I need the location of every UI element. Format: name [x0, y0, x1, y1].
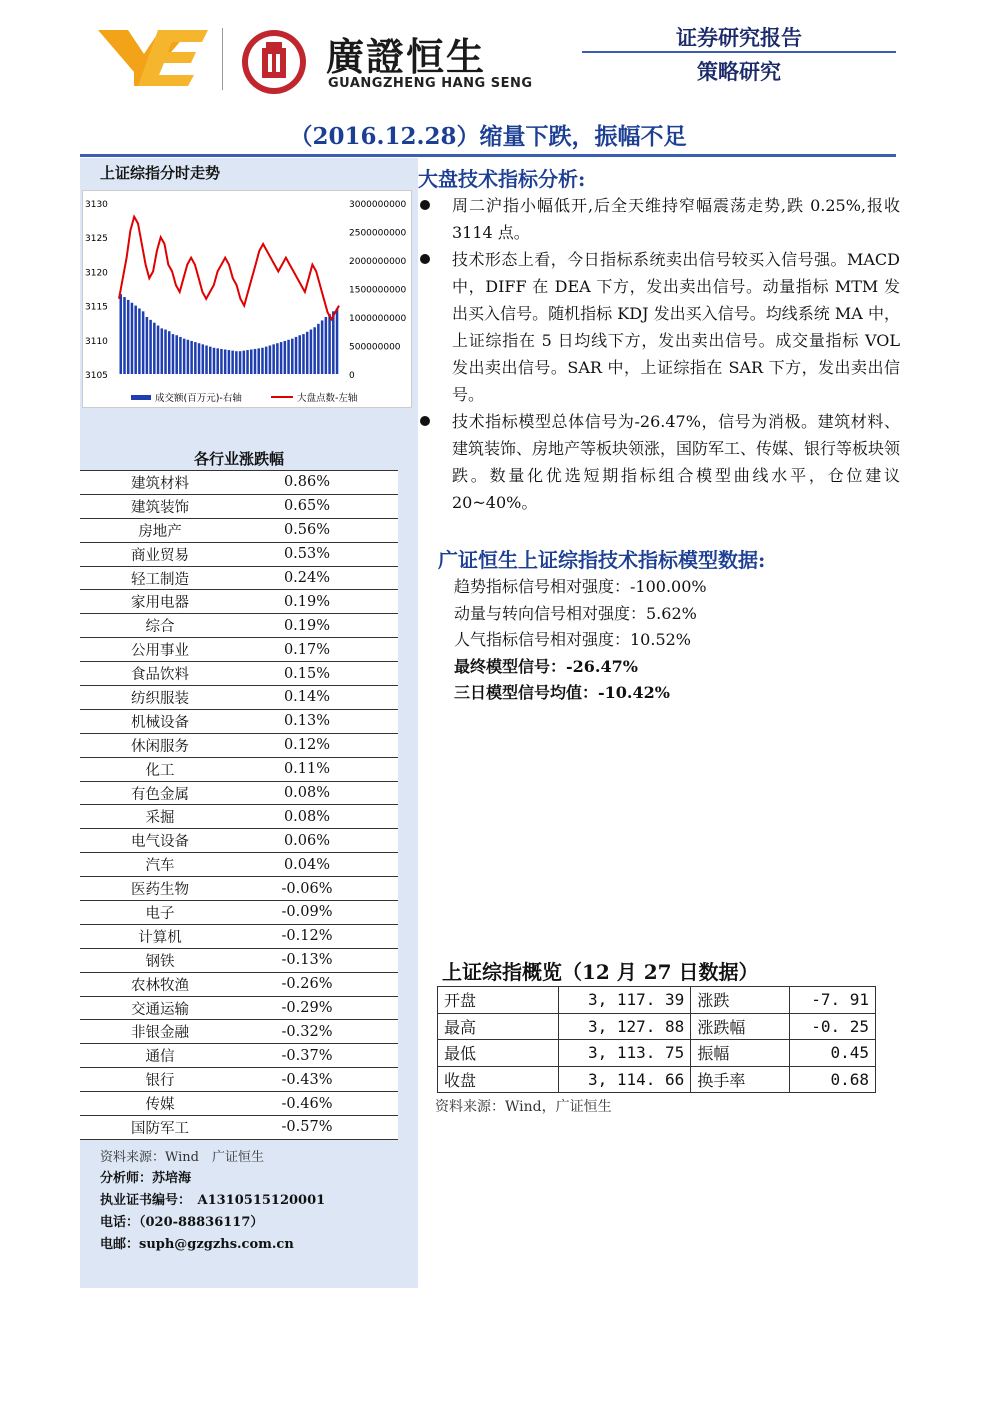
volume-bar: [243, 351, 246, 374]
y-left-tick-label: 3105: [85, 371, 108, 381]
y-right-tick-label: 0: [349, 371, 355, 381]
industry-name: 轻工制造: [80, 566, 240, 590]
industry-change: -0.29%: [240, 996, 398, 1020]
volume-bar: [190, 341, 193, 374]
volume-bar: [313, 327, 316, 374]
overview-row: [438, 1013, 876, 1040]
industry-row: [80, 877, 398, 901]
bullet-icon: [420, 200, 430, 210]
industry-name: 电子: [80, 901, 240, 925]
overview-label: 最高: [438, 1013, 559, 1040]
industry-name: 商业贸易: [80, 542, 240, 566]
overview-value: 0.68: [790, 1066, 876, 1093]
volume-bar: [280, 342, 283, 374]
overview-value: 3, 114. 66: [559, 1066, 691, 1093]
analyst-info: [100, 1168, 325, 1256]
volume-bar: [228, 350, 231, 374]
title-rule: [80, 154, 896, 157]
analyst-license: 执业证书编号： A1310515120001: [100, 1193, 326, 1208]
volume-bar: [254, 349, 257, 374]
industry-row: [80, 924, 398, 948]
industry-change: 0.53%: [240, 542, 398, 566]
model-data: [454, 574, 707, 707]
report-type-rule: [582, 51, 896, 53]
industry-change: -0.12%: [240, 924, 398, 948]
industry-change: 0.15%: [240, 662, 398, 686]
volume-bar: [284, 341, 287, 374]
volume-bar: [183, 339, 186, 374]
volume-bar: [134, 306, 137, 374]
volume-bar: [220, 349, 223, 374]
industry-name: 房地产: [80, 518, 240, 542]
industry-row: [80, 518, 398, 542]
volume-bar: [157, 326, 160, 374]
industry-name: 化工: [80, 757, 240, 781]
volume-bar: [276, 343, 279, 374]
volume-bar: [146, 317, 149, 374]
volume-bar: [205, 346, 208, 375]
volume-bar: [202, 344, 205, 374]
volume-bar: [272, 344, 275, 374]
volume-bar: [187, 340, 190, 374]
industry-change: 0.14%: [240, 686, 398, 710]
volume-bar: [310, 330, 313, 374]
industry-name: 钢铁: [80, 948, 240, 972]
volume-bar: [179, 337, 182, 374]
industry-change: 0.65%: [240, 494, 398, 518]
industry-name: 通信: [80, 1044, 240, 1068]
bullet-icon: [420, 416, 430, 426]
y-left-tick-label: 3115: [85, 302, 108, 313]
industry-name: 公用事业: [80, 638, 240, 662]
industry-name: 银行: [80, 1068, 240, 1092]
intraday-chart: [82, 190, 412, 408]
analyst-phone: 电话：（020-88836117）: [100, 1215, 264, 1230]
y-left-tick-label: 3125: [85, 234, 108, 245]
volume-bar: [298, 335, 301, 374]
logo-divider: [222, 28, 223, 90]
industry-row: [80, 709, 398, 733]
industry-change: -0.26%: [240, 972, 398, 996]
industry-table: [80, 470, 398, 1140]
industry-row: [80, 853, 398, 877]
industry-row: [80, 614, 398, 638]
overview-heading: 上证综指概览（12 月 27 日数据）: [442, 960, 759, 984]
industry-name: 非银金融: [80, 1020, 240, 1044]
industry-name: 休闲服务: [80, 733, 240, 757]
company-logo-icon: [98, 26, 208, 90]
y-right-tick-label: 2000000000: [349, 257, 407, 267]
volume-bar: [250, 349, 253, 374]
analysis-bullet: 技术形态上看，今日指标系统卖出信号较买入信号强。MACD 中，DIFF 在 DEA 下方，发出卖出信号。动量指标 MTM 发出买入信号。随机指标 KDJ 发出买入信号。均线系统 MA 中，上证综指在 5 日均线下方，发出卖出信号。成交量指标 VOL 发出卖出信号。SAR 中，上证综指在 SAR 下方，发出卖出信号。: [418, 246, 900, 408]
overview-source: 资料来源：Wind，广证恒生: [435, 1099, 612, 1115]
industry-change: 0.12%: [240, 733, 398, 757]
industry-name: 食品饮料: [80, 662, 240, 686]
analysis-bullets: [418, 192, 900, 516]
industry-change: 0.24%: [240, 566, 398, 590]
industry-table-title: 各行业涨跌幅: [193, 450, 284, 468]
industry-name: 有色金属: [80, 781, 240, 805]
volume-bar: [317, 324, 320, 374]
volume-bar: [172, 334, 175, 374]
overview-table: [437, 986, 876, 1093]
overview-row: [438, 1040, 876, 1067]
y-left-tick-label: 3110: [85, 336, 108, 347]
industry-name: 计算机: [80, 924, 240, 948]
volume-bar: [120, 294, 123, 374]
volume-bar: [306, 332, 309, 374]
industry-name: 纺织服装: [80, 686, 240, 710]
industry-change: -0.06%: [240, 877, 398, 901]
industry-row: [80, 662, 398, 686]
overview-label: 振幅: [691, 1040, 790, 1067]
industry-name: 汽车: [80, 853, 240, 877]
y-right-tick-label: 500000000: [349, 342, 401, 353]
industry-row: [80, 1116, 398, 1140]
report-type: 证券研究报告: [676, 26, 802, 50]
analyst-name: 分析师：苏培海: [100, 1171, 192, 1186]
seal-logo-icon: [240, 28, 308, 96]
overview-value: 3, 113. 75: [559, 1040, 691, 1067]
industry-name: 医药生物: [80, 877, 240, 901]
volume-bar: [332, 311, 335, 374]
overview-row: [438, 987, 876, 1014]
industry-name: 交通运输: [80, 996, 240, 1020]
overview-label: 收盘: [438, 1066, 559, 1093]
industry-name: 传媒: [80, 1092, 240, 1116]
industry-name: 建筑材料: [80, 471, 240, 495]
analysis-heading: 大盘技术指标分析:: [418, 167, 586, 191]
volume-bar: [198, 343, 201, 374]
industry-row: [80, 757, 398, 781]
industry-row: [80, 542, 398, 566]
overview-label: 最低: [438, 1040, 559, 1067]
industry-name: 国防军工: [80, 1116, 240, 1140]
industry-change: -0.57%: [240, 1116, 398, 1140]
analysis-bullet: 技术指标模型总体信号为-26.47%，信号为消极。建筑材料、建筑装饰、房地产等板块领涨，国防军工、传媒、银行等板块领跌。数量化优选短期指标组合模型曲线水平，仓位建议 20~40%。: [418, 408, 900, 516]
legend-volume-swatch: [131, 395, 151, 400]
overview-label: 换手率: [691, 1066, 790, 1093]
industry-change: -0.13%: [240, 948, 398, 972]
overview-value: -0. 25: [790, 1013, 876, 1040]
volume-bar: [257, 348, 260, 374]
industry-row: [80, 566, 398, 590]
analyst-email[interactable]: 电邮：suph@gzgzhs.com.cn: [100, 1237, 294, 1252]
industry-change: 0.04%: [240, 853, 398, 877]
volume-bar: [291, 339, 294, 374]
volume-bar: [246, 350, 249, 374]
industry-change: -0.43%: [240, 1068, 398, 1092]
chart-title: 上证综指分时走势: [100, 164, 221, 182]
volume-bar: [127, 300, 130, 374]
volume-bar: [123, 297, 126, 374]
industry-change: 0.06%: [240, 829, 398, 853]
volume-bar: [302, 334, 305, 374]
industry-change: -0.37%: [240, 1044, 398, 1068]
volume-bar: [287, 340, 290, 374]
report-title: （2016.12.28）缩量下跌，振幅不足: [289, 123, 687, 150]
model-trend-strength: 趋势指标信号相对强度：-100.00%: [454, 577, 707, 596]
volume-bar: [153, 323, 156, 374]
industry-name: 综合: [80, 614, 240, 638]
industry-row: [80, 1044, 398, 1068]
industry-row: [80, 901, 398, 925]
industry-row: [80, 948, 398, 972]
volume-bar: [138, 308, 141, 374]
industry-row: [80, 972, 398, 996]
industry-name: 建筑装饰: [80, 494, 240, 518]
industry-change: 0.13%: [240, 709, 398, 733]
volume-bar: [261, 348, 264, 374]
legend-volume-label: 成交额(百万元)-右轴: [155, 393, 242, 404]
industry-name: 机械设备: [80, 709, 240, 733]
volume-bar: [209, 347, 212, 374]
overview-value: 3, 127. 88: [559, 1013, 691, 1040]
volume-bar: [328, 314, 331, 374]
volume-bar: [269, 346, 272, 375]
analysis-bullet: 周二沪指小幅低开,后全天维持窄幅震荡走势,跌 0.25%,报收 3114 点。: [418, 192, 900, 246]
y-right-tick-label: 1500000000: [349, 285, 407, 296]
model-three-day-avg: 三日模型信号均值：-10.42%: [454, 683, 670, 702]
volume-bar: [131, 303, 134, 374]
industry-row: [80, 1068, 398, 1092]
industry-row: [80, 494, 398, 518]
overview-value: 3, 117. 39: [559, 987, 691, 1014]
industry-change: 0.08%: [240, 805, 398, 829]
industry-change: 0.86%: [240, 471, 398, 495]
y-left-tick-label: 3130: [85, 200, 108, 210]
industry-row: [80, 996, 398, 1020]
model-final-signal: 最终模型信号：-26.47%: [454, 656, 638, 676]
model-momentum-strength: 动量与转向信号相对强度：5.62%: [454, 603, 697, 623]
volume-bar: [168, 331, 171, 374]
industry-row: [80, 686, 398, 710]
industry-name: 家用电器: [80, 590, 240, 614]
bullet-icon: [420, 254, 430, 264]
volume-bar: [194, 342, 197, 374]
volume-bar: [142, 311, 145, 374]
industry-change: -0.46%: [240, 1092, 398, 1116]
industry-name: 农林牧渔: [80, 972, 240, 996]
volume-bar: [164, 330, 167, 374]
industry-change: 0.17%: [240, 638, 398, 662]
overview-label: 涨跌: [691, 987, 790, 1014]
report-category: 策略研究: [697, 60, 781, 84]
volume-bar: [213, 348, 216, 374]
industry-change: 0.56%: [240, 518, 398, 542]
volume-bar: [239, 351, 242, 374]
overview-value: 0.45: [790, 1040, 876, 1067]
volume-bar: [161, 328, 164, 374]
industry-row: [80, 1092, 398, 1116]
intraday-chart-svg: [83, 191, 411, 407]
brand-name-en: GUANGZHENG HANG SENG: [328, 76, 533, 91]
industry-name: 电气设备: [80, 829, 240, 853]
model-sentiment-strength: 人气指标信号相对强度：10.52%: [454, 630, 692, 649]
volume-bar: [175, 335, 178, 374]
industry-change: 0.08%: [240, 781, 398, 805]
volume-bar: [224, 349, 227, 374]
industry-name: 采掘: [80, 805, 240, 829]
volume-bar: [235, 351, 238, 374]
y-left-tick-label: 3120: [85, 268, 108, 279]
industry-row: [80, 590, 398, 614]
overview-label: 涨跌幅: [691, 1013, 790, 1040]
volume-bar: [325, 317, 328, 374]
industry-change: 0.19%: [240, 614, 398, 638]
overview-value: -7. 91: [790, 987, 876, 1014]
overview-label: 开盘: [438, 987, 559, 1014]
brand-name-cn: 廣證恒生: [326, 35, 487, 79]
volume-bar: [295, 337, 298, 374]
volume-bar: [265, 347, 268, 374]
industry-source: 资料来源：Wind 广证恒生: [100, 1150, 264, 1165]
industry-row: [80, 805, 398, 829]
industry-row: [80, 471, 398, 495]
y-right-tick-label: 3000000000: [349, 200, 407, 210]
overview-row: [438, 1066, 876, 1093]
volume-bar: [336, 308, 339, 374]
industry-change: -0.09%: [240, 901, 398, 925]
legend-index-label: 大盘点数-左轴: [297, 393, 358, 404]
industry-row: [80, 1020, 398, 1044]
industry-row: [80, 733, 398, 757]
industry-change: -0.32%: [240, 1020, 398, 1044]
model-heading: 广证恒生上证综指技术指标模型数据:: [438, 548, 766, 572]
industry-change: 0.19%: [240, 590, 398, 614]
y-right-tick-label: 1000000000: [349, 314, 407, 324]
industry-row: [80, 781, 398, 805]
volume-bar: [216, 348, 219, 374]
volume-bar: [231, 351, 234, 374]
volume-bar: [149, 320, 152, 374]
volume-bar: [321, 320, 324, 374]
y-right-tick-label: 2500000000: [349, 228, 407, 239]
industry-row: [80, 638, 398, 662]
industry-change: 0.11%: [240, 757, 398, 781]
industry-row: [80, 829, 398, 853]
